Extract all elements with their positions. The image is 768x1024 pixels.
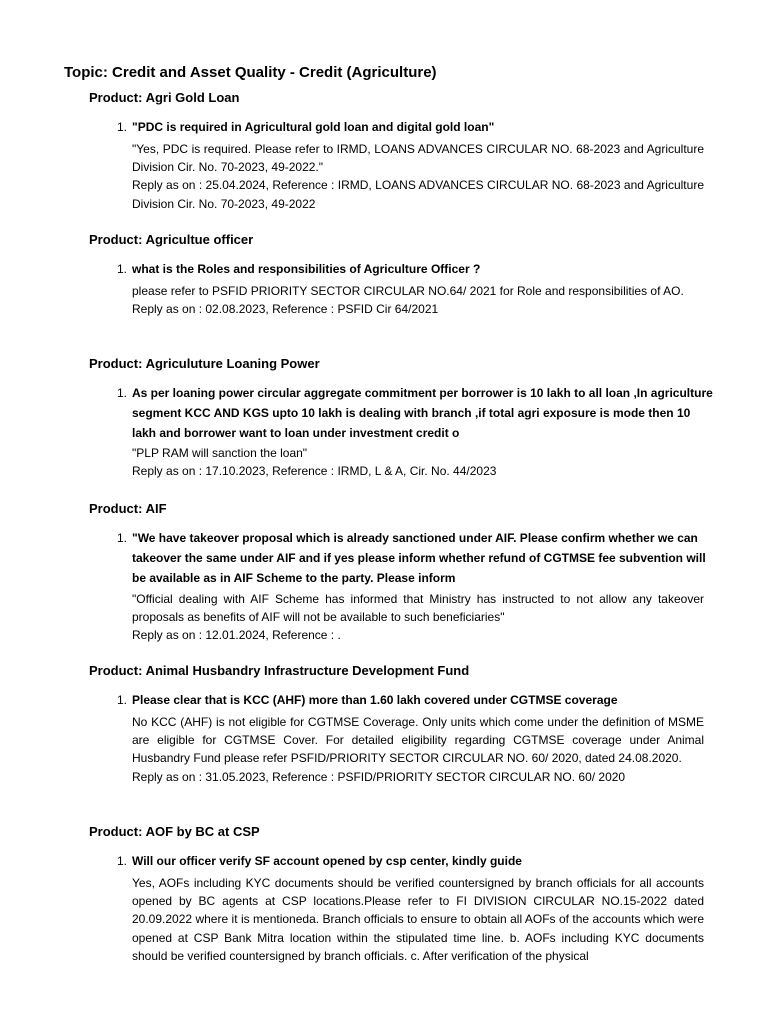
answer-text: "PLP RAM will sanction the loan" xyxy=(132,446,308,460)
question-number: 1. xyxy=(117,854,128,868)
answer-text: please refer to PSFID PRIORITY SECTOR CIRCULAR NO.64/ 2021 for Role and responsibilities of AO. xyxy=(132,284,684,298)
answer-text: Yes, AOFs including KYC documents should be verified countersigned by branch officials for all accounts opened by BC agents at CSP locations.Please refer to FI DIVISION CIRCULAR NO.15-2022 dated 20.09.2022 where it is mentioneda. Branch officials to ensure to obtain all AOFs of the accounts which were opened at CSP Bank Mitra location within the stipulated time line. b. AOFs including KYC documents should be verified countersigned by branch officials. c. After verification of the physical xyxy=(132,876,704,963)
question-number: 1. xyxy=(117,120,128,134)
question-item xyxy=(117,117,717,137)
answer-text: "Official dealing with AIF Scheme has informed that Ministry has instructed to not allow any takeover proposals as benefits of AIF will not be available to such beneficiaries" xyxy=(132,592,704,625)
question-number: 1. xyxy=(117,531,128,545)
product-heading: Product: Agri Gold Loan xyxy=(89,90,240,105)
question-item xyxy=(117,851,717,871)
question-text: Will our officer verify SF account opened by csp center, kindly guide xyxy=(132,854,522,868)
product-heading: Product: Agriculuture Loaning Power xyxy=(89,356,320,371)
product-heading: Product: Animal Husbandry Infrastructure Development Fund xyxy=(89,663,470,678)
answer-text: "Yes, PDC is required. Please refer to IRMD, LOANS ADVANCES CIRCULAR NO. 68-2023 and Agriculture Division Cir. No. 70-2023, 49-2022." xyxy=(132,142,704,175)
answer-block xyxy=(132,444,704,480)
reply-text: Reply as on : 12.01.2024, Reference : . xyxy=(132,628,341,643)
page-title: Topic: Credit and Asset Quality - Credit (Agriculture) xyxy=(64,64,437,81)
product-heading: Product: AOF by BC at CSP xyxy=(89,824,260,839)
question-item xyxy=(117,690,717,710)
question-item xyxy=(117,383,717,443)
question-item xyxy=(117,528,717,588)
answer-block xyxy=(132,140,704,213)
question-text: "PDC is required in Agricultural gold loan and digital gold loan" xyxy=(132,120,495,134)
answer-block xyxy=(132,874,704,965)
reply-text: Reply as on : 31.05.2023, Reference : PSFID/PRIORITY SECTOR CIRCULAR NO. 60/ 2020 xyxy=(132,769,626,784)
answer-block xyxy=(132,590,704,645)
question-item xyxy=(117,259,717,279)
reply-text: Reply as on : 17.10.2023, Reference : IRMD, L & A, Cir. No. 44/2023 xyxy=(132,464,497,479)
product-heading: Product: Agricultue officer xyxy=(89,232,254,247)
answer-block xyxy=(132,282,704,318)
product-heading: Product: AIF xyxy=(89,501,167,516)
question-text: what is the Roles and responsibilities of Agriculture Officer ? xyxy=(132,262,481,276)
question-text: As per loaning power circular aggregate commitment per borrower is 10 lakh to all loan ,In agriculture segment KCC AND KGS upto 10 lakh is dealing with branch ,if total agri exposure is mode then 10 lakh and borrower want to loan under investment credit o xyxy=(132,386,713,440)
reply-text: Reply as on : 25.04.2024, Reference : IRMD, LOANS ADVANCES CIRCULAR NO. 68-2023 and Agriculture Division Cir. No. 70-2023, 49-2022 xyxy=(132,178,704,211)
question-number: 1. xyxy=(117,386,128,400)
question-text: "We have takeover proposal which is already sanctioned under AIF. Please confirm whether we can takeover the same under AIF and if yes please inform whether refund of CGTMSE fee subvention will be available as in AIF Scheme to the party. Please inform xyxy=(132,531,706,585)
question-number: 1. xyxy=(117,693,128,707)
answer-block xyxy=(132,713,704,786)
reply-text: Reply as on : 02.08.2023, Reference : PSFID Cir 64/2021 xyxy=(132,302,439,317)
answer-text: No KCC (AHF) is not eligible for CGTMSE Coverage. Only units which come under the definition of MSME are eligible for CGTMSE Cover. For detailed eligibility regarding CGTMSE coverage under Animal Husbandry Fund please refer PSFID/PRIORITY SECTOR CIRCULAR NO. 60/ 2020, dated 24.08.2020. xyxy=(132,715,704,766)
question-text: Please clear that is KCC (AHF) more than 1.60 lakh covered under CGTMSE coverage xyxy=(132,693,618,707)
question-number: 1. xyxy=(117,262,128,276)
